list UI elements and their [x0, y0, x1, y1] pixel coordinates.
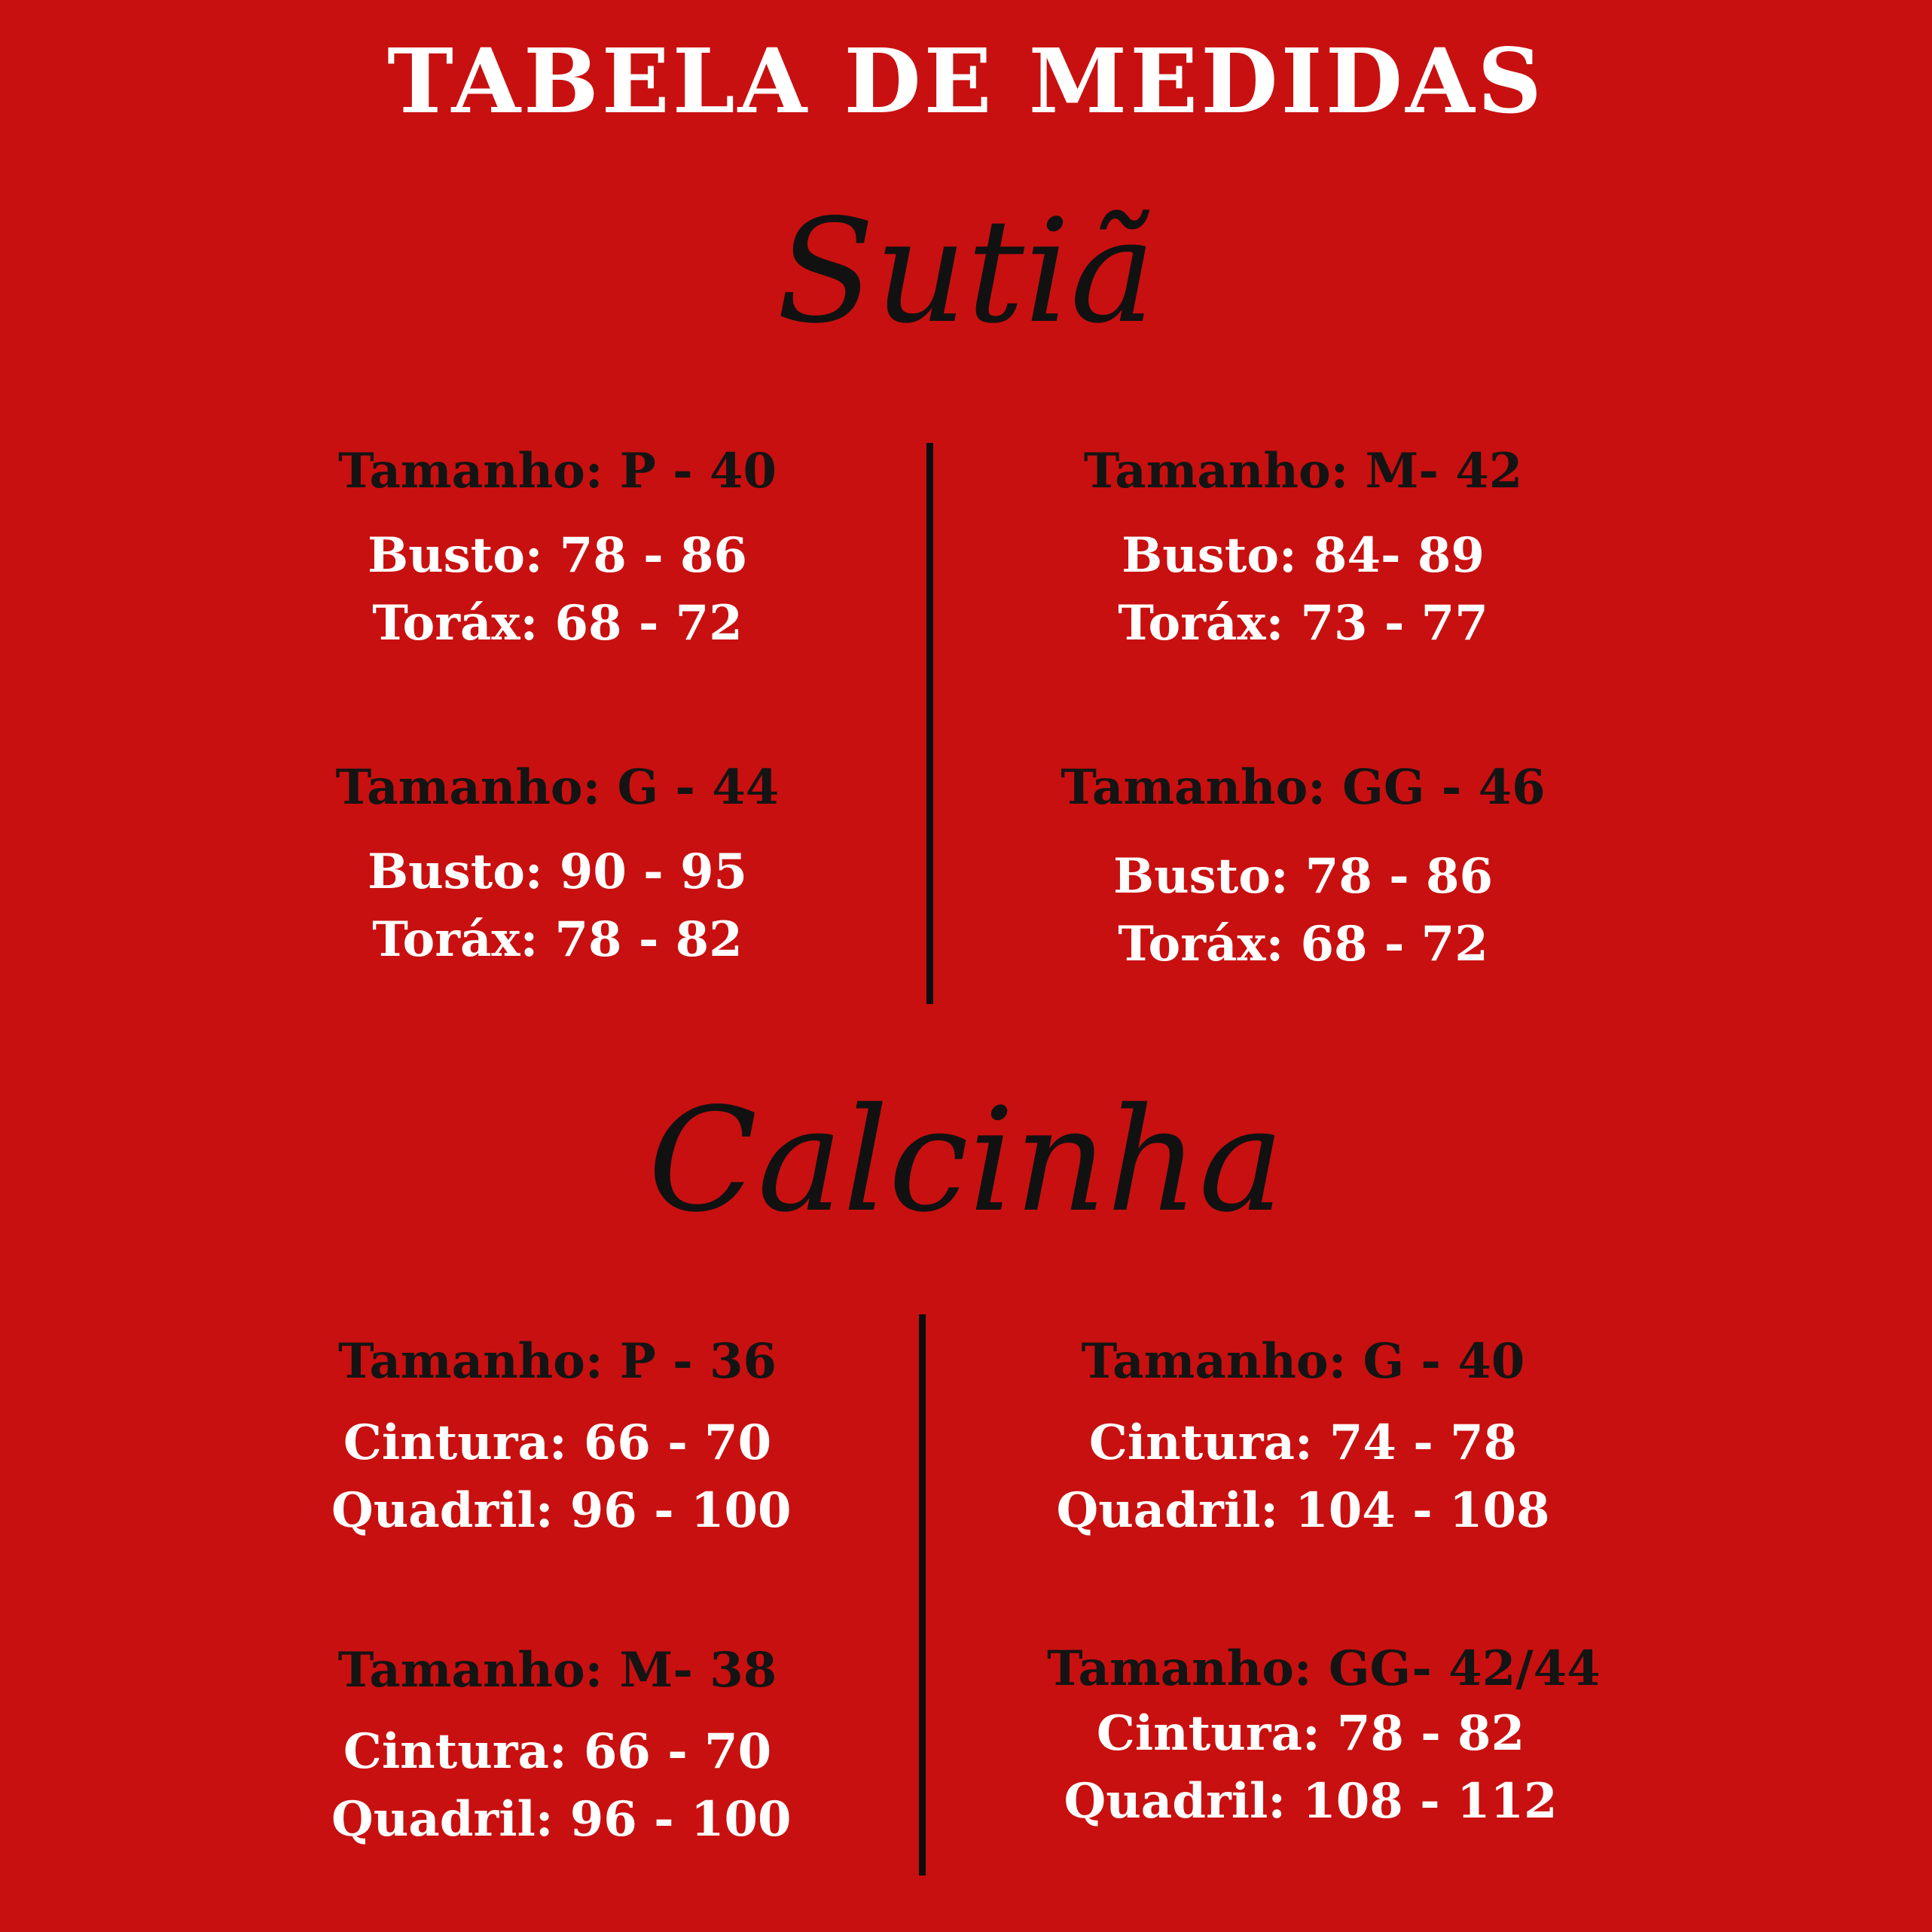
size-block [1070, 443, 1537, 658]
size-block [331, 1642, 792, 1854]
size-label: Tamanho: M- 42 [1083, 443, 1523, 499]
size-label: Tamanho: GG- 42/44 [1047, 1641, 1601, 1697]
size-block [331, 759, 783, 974]
measurement-line: Cintura: 66 - 70 [343, 1415, 772, 1471]
measurement-line: Busto: 78 - 86 [367, 527, 748, 584]
size-label: Tamanho: P - 36 [337, 1333, 777, 1390]
measurement-line: Toráx: 78 - 82 [372, 911, 743, 968]
size-block [331, 1333, 792, 1545]
size-block [1055, 759, 1552, 978]
measurement-line: Quadril: 104 - 108 [1056, 1482, 1550, 1539]
measurement-line: Busto: 84- 89 [1122, 527, 1485, 584]
measurement-line: Busto: 90 - 95 [367, 844, 748, 900]
section-divider [926, 443, 933, 1004]
measurement-line: Cintura: 74 - 78 [1088, 1415, 1518, 1471]
measurement-line: Quadril: 96 - 100 [331, 1791, 792, 1848]
page-title: TABELA DE MEDIDAS [387, 29, 1545, 133]
measurement-line: Busto: 78 - 86 [1113, 848, 1494, 905]
section-heading-calcinha: Calcinha [648, 1077, 1284, 1244]
size-label: Tamanho: M- 38 [337, 1642, 777, 1699]
measurement-line: Cintura: 66 - 70 [343, 1723, 772, 1780]
size-label: Tamanho: GG - 46 [1061, 759, 1546, 816]
measurement-line: Quadril: 108 - 112 [1064, 1773, 1558, 1830]
measurement-line: Toráx: 73 - 77 [1118, 595, 1488, 652]
measurement-line: Toráx: 68 - 72 [1118, 916, 1488, 972]
size-label: Tamanho: P - 40 [337, 443, 777, 499]
size-label: Tamanho: G - 40 [1081, 1333, 1525, 1390]
measurement-line: Toráx: 68 - 72 [372, 595, 743, 652]
measurement-line: Quadril: 96 - 100 [331, 1482, 792, 1539]
size-block [1047, 1641, 1601, 1836]
section-heading-sutia: Sutiã [777, 188, 1155, 355]
section-divider [919, 1314, 926, 1876]
size-block [331, 443, 783, 658]
size-block [1055, 1333, 1552, 1545]
measurement-line: Cintura: 78 - 82 [1096, 1705, 1525, 1762]
size-label: Tamanho: G - 44 [335, 759, 780, 816]
